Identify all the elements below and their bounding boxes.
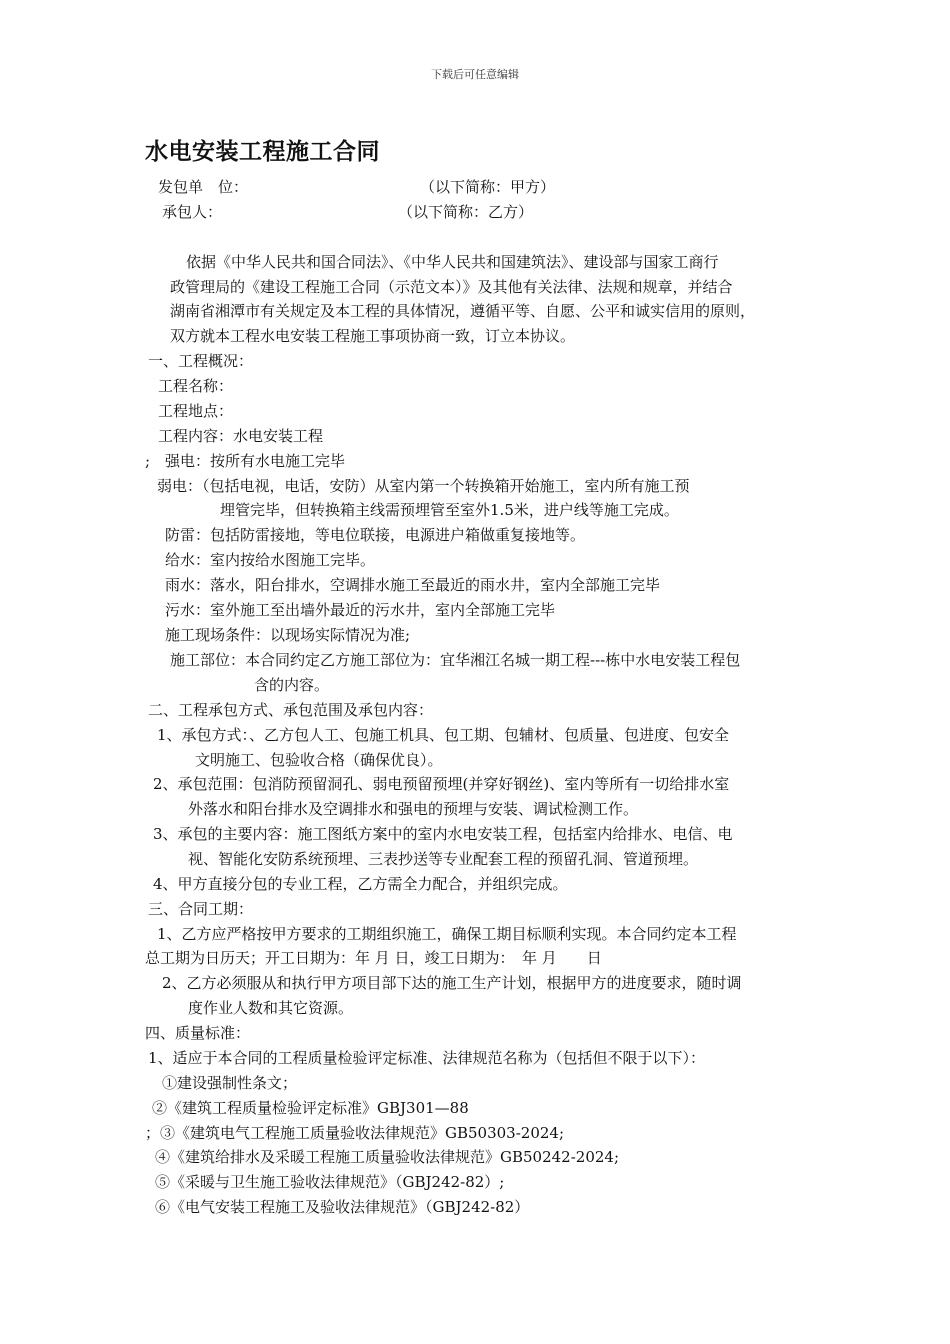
construction-scope-line-2: 含的内容。 (254, 676, 330, 694)
site-conditions: 施工现场条件：以现场实际情况为准; (165, 626, 411, 644)
strong-power: ; 强电：按所有水电施工完毕 (145, 452, 346, 470)
lightning-protection: 防雷：包括防雷接地，等电位联接，电源进户箱做重复接地等。 (165, 526, 586, 544)
section-1-heading: 一、工程概况： (148, 352, 254, 370)
contractor-alias: （以下简称：乙方） (398, 203, 534, 221)
schedule-line-2: 总工期为日历天；开工日期为：年 月 日，竣工日期为： 年 月 日 (145, 949, 602, 967)
document-title: 水电安装工程施工合同 (145, 139, 380, 165)
project-content: 工程内容：水电安装工程 (158, 427, 324, 445)
standard-item-4: ④《建筑给排水及采暖工程施工质量验收法律规范》GB50242-2024; (155, 1148, 620, 1166)
weak-power-line-2: 埋管完毕，但转换箱主线需预埋管至室外1.5米，进户线等施工完成。 (220, 501, 679, 519)
standard-item-6: ⑥《电气安装工程施工及验收法律规范》（GBJ242-82） (155, 1198, 530, 1216)
contractor-label: 承包人： (162, 203, 223, 221)
weak-power-line-1: 弱电：（包括电视，电话，安防）从室内第一个转换箱开始施工，室内所有施工预 (157, 477, 690, 495)
contract-content-line-1: 3、承包的主要内容：施工图纸方案中的室内水电安装工程，包括室内给排水、电信、电 (153, 825, 733, 843)
project-name: 工程名称： (158, 377, 234, 395)
preamble-line-2: 政管理局的《建设工程施工合同（示范文本）》及其他有关法律、法规和规章，并结合 (170, 278, 733, 296)
water-supply: 给水：室内按给水图施工完毕。 (165, 551, 376, 569)
schedule-plan-line-1: 2、乙方必须服从和执行甲方项目部下达的施工生产计划，根据甲方的进度要求，随时调 (162, 974, 742, 992)
employer-label: 发包单 位： (158, 178, 249, 196)
contract-scope-line-2: 外落水和阳台排水及空调排水和强电的预埋与安装、调试检测工作。 (188, 800, 639, 818)
schedule-line-1: 1、乙方应严格按甲方要求的工期组织施工，确保工期目标顺利实现。本合同约定本工程 (157, 925, 737, 943)
section-2-heading: 二、工程承包方式、承包范围及承包内容： (148, 701, 434, 719)
project-location: 工程地点： (158, 402, 234, 420)
standard-item-2: ②《建筑工程质量检验评定标准》GBJ301—88 (152, 1099, 469, 1117)
section-3-heading: 三、合同工期： (148, 900, 254, 918)
contract-method-line-2: 文明施工、包验收合格（确保优良）。 (195, 751, 443, 769)
section-4-heading: 四、质量标准： (145, 1024, 251, 1042)
construction-scope-line-1: 施工部位：本合同约定乙方施工部位为：宜华湘江名城一期工程---栋中水电安装工程包 (170, 651, 741, 669)
contract-method-line-1: 1、承包方式：、乙方包人工、包施工机具、包工期、包辅材、包质量、包进度、包安全 (157, 726, 730, 744)
page-header-note: 下载后可任意编辑 (431, 68, 519, 81)
preamble-line-1: 依据《中华人民共和国合同法》、《中华人民共和国建筑法》、建设部与国家工商行 (186, 253, 719, 271)
quality-standards-intro: 1、适应于本合同的工程质量检验评定标准、法律规范名称为（包括但不限于以下）： (148, 1049, 706, 1067)
standard-item-3: ；③《建筑电气工程施工质量验收法律规范》GB50303-2024; (145, 1124, 565, 1142)
schedule-plan-line-2: 度作业人数和其它资源。 (188, 999, 354, 1017)
preamble-line-4: 双方就本工程水电安装工程施工事项协商一致，订立本协议。 (170, 327, 576, 345)
rain-water: 雨水：落水，阳台排水，空调排水施工至最近的雨水井，室内全部施工完毕 (165, 576, 661, 594)
sewage: 污水：室外施工至出墙外最近的污水井，室内全部施工完毕 (165, 601, 556, 619)
employer-alias: （以下简称：甲方） (420, 178, 556, 196)
preamble-line-3: 湖南省湘潭市有关规定及本工程的具体情况，遵循平等、自愿、公平和诚实信用的原则， (170, 302, 756, 320)
subcontract-clause: 4、甲方直接分包的专业工程，乙方需全力配合，并组织完成。 (153, 875, 568, 893)
contract-scope-line-1: 2、承包范围：包消防预留洞孔、弱电预留预埋(并穿好钢丝)、室内等所有一切给排水室 (153, 775, 730, 793)
standard-item-1: ①建设强制性条文； (162, 1074, 298, 1092)
contract-content-line-2: 视、智能化安防系统预埋、三表抄送等专业配套工程的预留孔洞、管道预埋。 (188, 850, 699, 868)
standard-item-5: ⑤《采暖与卫生施工验收法律规范》（GBJ242-82）; (155, 1173, 505, 1191)
